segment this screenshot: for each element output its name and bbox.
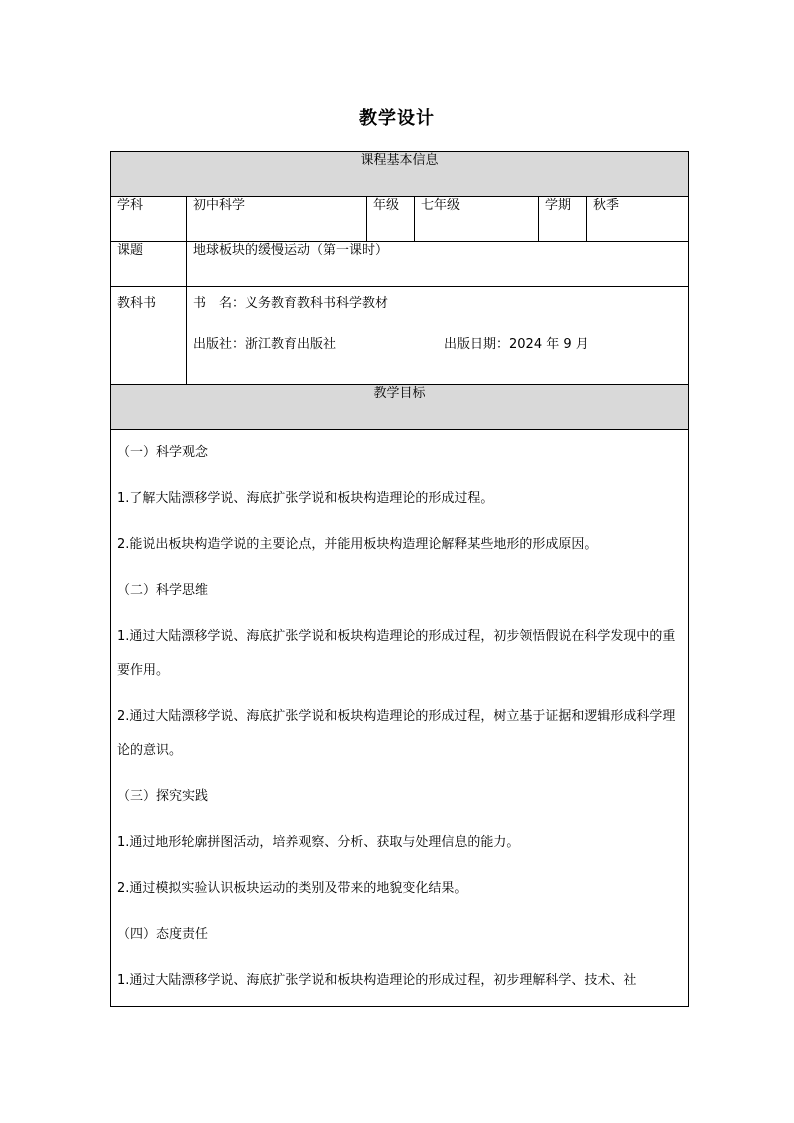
objective-heading-3: （三）探究实践: [117, 789, 209, 804]
publisher-line: [193, 336, 682, 354]
grade-label: 年级: [367, 197, 415, 242]
basic-info-header: 课程基本信息: [111, 152, 689, 197]
lesson-plan-table: [110, 151, 689, 1007]
topic-label: 课题: [111, 242, 187, 287]
objective-item: 2.通过模拟实验认识板块运动的类别及带来的地貌变化结果。: [117, 881, 468, 896]
grade-value: 七年级: [415, 197, 539, 242]
publication-date: 出版日期：2024 年 9 月: [444, 337, 589, 352]
textbook-label: 教科书: [111, 287, 187, 385]
topic-value: 地球板块的缓慢运动（第一课时）: [187, 242, 689, 287]
textbook-info: [187, 287, 689, 385]
subject-row: [111, 197, 689, 242]
objective-heading-1: （一）科学观念: [117, 445, 209, 460]
objectives-header-row: [111, 385, 689, 430]
topic-row: [111, 242, 689, 287]
objective-heading-4: （四）态度责任: [117, 927, 209, 942]
basic-info-header-row: [111, 152, 689, 197]
publisher: 出版社：浙江教育出版社: [193, 337, 337, 352]
textbook-row: [111, 287, 689, 385]
subject-label: 学科: [111, 197, 187, 242]
term-label: 学期: [539, 197, 587, 242]
objectives-content: [111, 430, 689, 1007]
objective-item: 2.能说出板块构造学说的主要论点，并能用板块构造理论解释某些地形的形成原因。: [117, 537, 598, 552]
term-value: 秋季: [587, 197, 689, 242]
objective-item: 1.通过大陆漂移学说、海底扩张学说和板块构造理论的形成过程，初步领悟假说在科学发现中的重要作用。: [117, 629, 676, 678]
objective-heading-2: （二）科学思维: [117, 583, 209, 598]
book-name: 书 名：义务教育教科书科学教材: [193, 296, 389, 311]
objectives-header: 教学目标: [111, 385, 689, 430]
objective-item: 1.了解大陆漂移学说、海底扩张学说和板块构造理论的形成过程。: [117, 491, 494, 506]
document-title: 教学设计: [359, 108, 435, 129]
subject-value: 初中科学: [187, 197, 367, 242]
objective-item: 1.通过地形轮廓拼图活动，培养观察、分析、获取与处理信息的能力。: [117, 835, 520, 850]
objective-item: 1.通过大陆漂移学说、海底扩张学说和板块构造理论的形成过程，初步理解科学、技术、社: [117, 973, 637, 988]
objective-item: 2.通过大陆漂移学说、海底扩张学说和板块构造理论的形成过程，树立基于证据和逻辑形成科学理论的意识。: [117, 709, 676, 758]
objectives-row: [111, 430, 689, 1007]
